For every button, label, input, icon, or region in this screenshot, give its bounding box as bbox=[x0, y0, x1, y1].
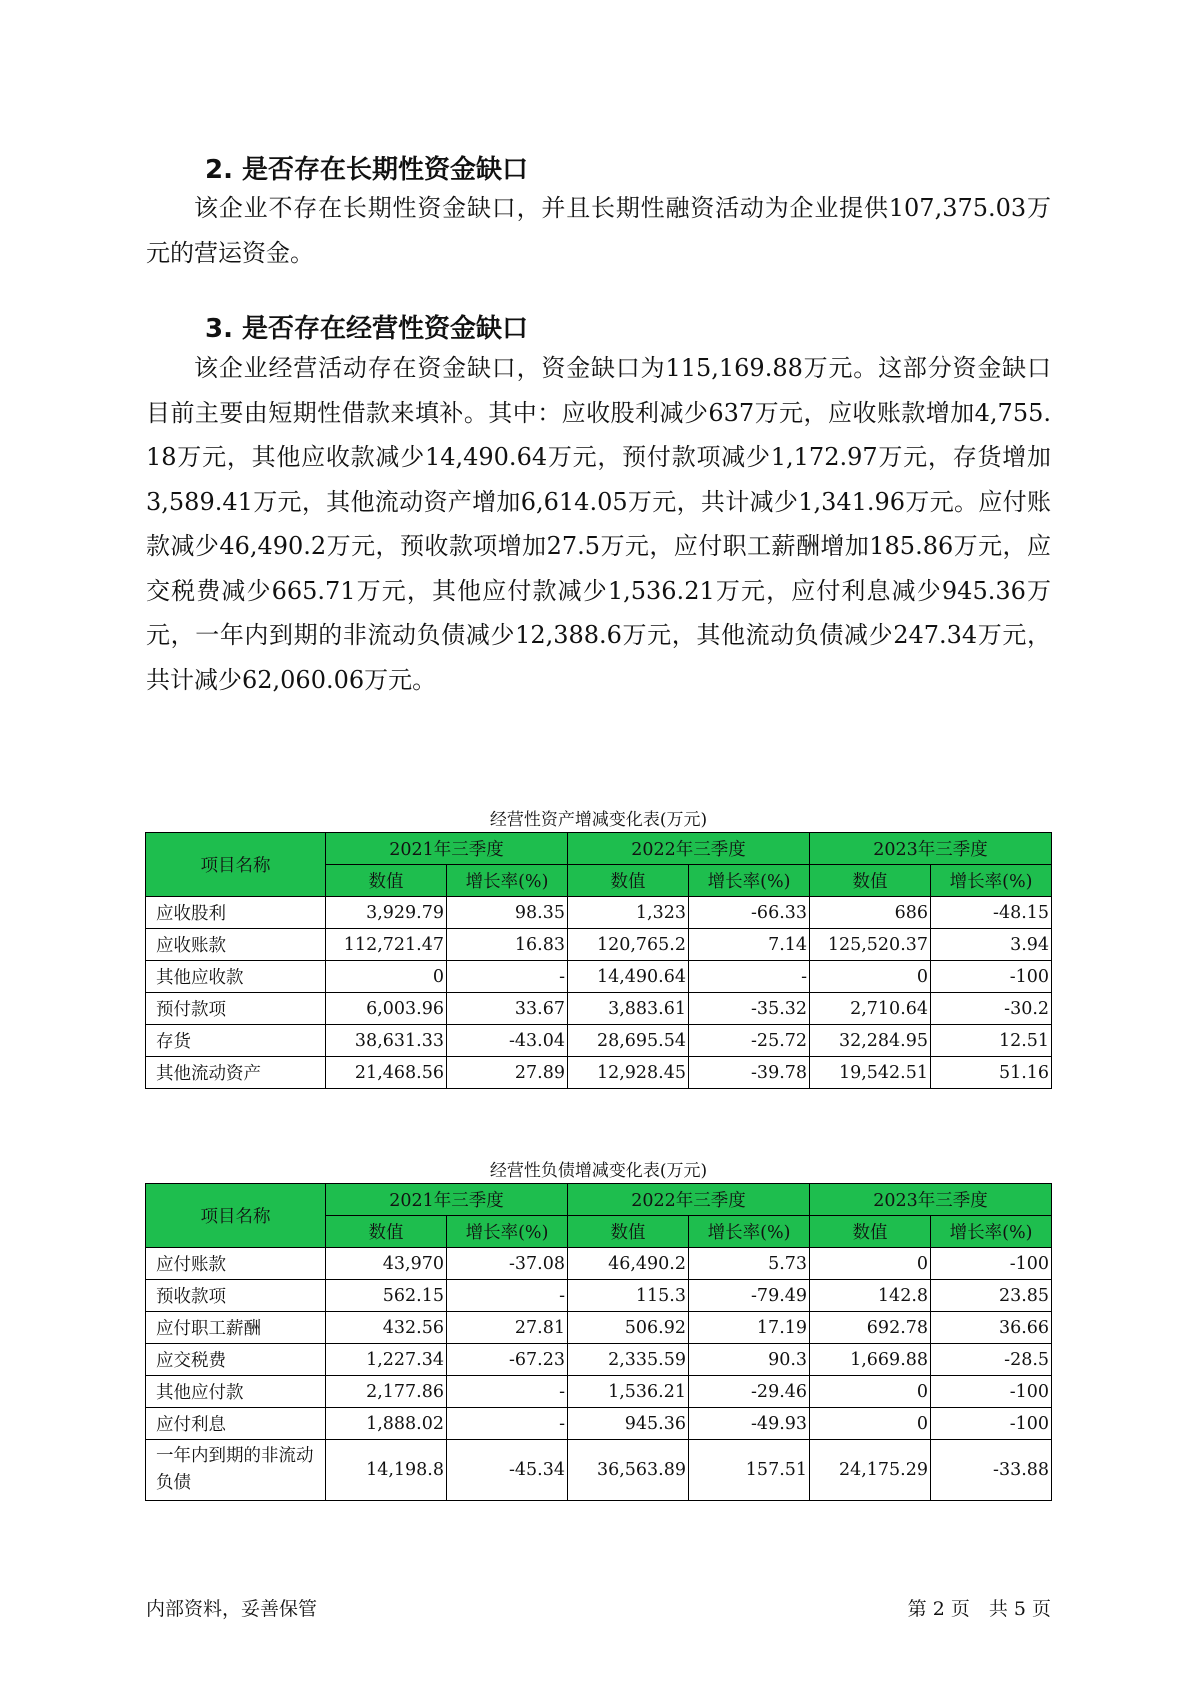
cell-value: 0 bbox=[810, 1376, 931, 1408]
table-row bbox=[146, 1312, 1052, 1344]
cell-growth-rate: 23.85 bbox=[931, 1280, 1052, 1312]
row-item-name: 应付职工薪酬 bbox=[146, 1312, 326, 1344]
cell-value: 2,177.86 bbox=[326, 1376, 447, 1408]
header-growth-rate: 增长率(%) bbox=[447, 1216, 568, 1248]
header-growth-rate: 增长率(%) bbox=[931, 865, 1052, 897]
cell-growth-rate: -48.15 bbox=[931, 897, 1052, 929]
cell-value: 692.78 bbox=[810, 1312, 931, 1344]
cell-value: 112,721.47 bbox=[326, 929, 447, 961]
liabilities-table-body bbox=[146, 1248, 1052, 1501]
header-item-name: 项目名称 bbox=[146, 1184, 326, 1248]
cell-growth-rate: -25.72 bbox=[689, 1025, 810, 1057]
cell-value: 3,883.61 bbox=[568, 993, 689, 1025]
cell-value: 1,669.88 bbox=[810, 1344, 931, 1376]
cell-value: 14,198.8 bbox=[326, 1440, 447, 1501]
table-row bbox=[146, 1408, 1052, 1440]
table-row bbox=[146, 1376, 1052, 1408]
row-item-name: 存货 bbox=[146, 1025, 326, 1057]
cell-growth-rate: 17.19 bbox=[689, 1312, 810, 1344]
cell-growth-rate: -66.33 bbox=[689, 897, 810, 929]
table-caption-assets: 经营性资产增减变化表(万元) bbox=[489, 810, 708, 830]
cell-value: 1,227.34 bbox=[326, 1344, 447, 1376]
cell-growth-rate: 90.3 bbox=[689, 1344, 810, 1376]
row-item-name: 应收股利 bbox=[146, 897, 326, 929]
header-value: 数值 bbox=[568, 1216, 689, 1248]
liabilities-table bbox=[145, 1183, 1052, 1501]
header-value: 数值 bbox=[810, 1216, 931, 1248]
footer-page-number: 第 2 页 共 5 页 bbox=[907, 1598, 1051, 1620]
cell-value: 1,536.21 bbox=[568, 1376, 689, 1408]
table-row bbox=[146, 993, 1052, 1025]
header-period-2023: 2023年三季度 bbox=[810, 833, 1052, 865]
header-value: 数值 bbox=[326, 865, 447, 897]
section-paragraph-operating: 该企业经营活动存在资金缺口，资金缺口为115,169.88万元。这部分资金缺口目前主要由短期性借款来填补。其中：应收股利减少637万元，应收账款增加4,755.18万元，其他应收款减少14,490.64万元，预付款项减少1,172.97万元，存货增加3,589.41万元，其他流动资产增加6,614.05万元，共计减少1,341.96万元。应付账款减少46,490.2万元，预收款项增加27.5万元，应付职工薪酬增加185.86万元，应交税费减少665.71万元，其他应付款减少1,536.21万元，应付利息减少945.36万元，一年内到期的非流动负债减少12,388.6万元，其他流动负债减少247.34万元，共计减少62,060.06万元。 bbox=[146, 354, 1051, 694]
cell-value: 142.8 bbox=[810, 1280, 931, 1312]
cell-growth-rate: -37.08 bbox=[447, 1248, 568, 1280]
header-value: 数值 bbox=[810, 865, 931, 897]
cell-value: 432.56 bbox=[326, 1312, 447, 1344]
cell-growth-rate: - bbox=[447, 1408, 568, 1440]
cell-value: 1,323 bbox=[568, 897, 689, 929]
cell-growth-rate: 157.51 bbox=[689, 1440, 810, 1501]
cell-value: 0 bbox=[810, 1248, 931, 1280]
header-period-2021: 2021年三季度 bbox=[326, 833, 568, 865]
cell-value: 0 bbox=[810, 961, 931, 993]
cell-growth-rate: -33.88 bbox=[931, 1440, 1052, 1501]
cell-value: 43,970 bbox=[326, 1248, 447, 1280]
cell-growth-rate: 16.83 bbox=[447, 929, 568, 961]
cell-growth-rate: -79.49 bbox=[689, 1280, 810, 1312]
assets-table-body bbox=[146, 897, 1052, 1089]
row-item-name: 应付利息 bbox=[146, 1408, 326, 1440]
cell-growth-rate: -100 bbox=[931, 1408, 1052, 1440]
row-item-name: 一年内到期的非流动负债 bbox=[146, 1440, 326, 1501]
cell-value: 506.92 bbox=[568, 1312, 689, 1344]
cell-growth-rate: - bbox=[447, 961, 568, 993]
cell-growth-rate: -39.78 bbox=[689, 1057, 810, 1089]
cell-growth-rate: 12.51 bbox=[931, 1025, 1052, 1057]
cell-value: 115.3 bbox=[568, 1280, 689, 1312]
cell-growth-rate: 27.89 bbox=[447, 1057, 568, 1089]
table-row bbox=[146, 1057, 1052, 1089]
cell-value: 12,928.45 bbox=[568, 1057, 689, 1089]
cell-value: 120,765.2 bbox=[568, 929, 689, 961]
row-item-name: 其他应收款 bbox=[146, 961, 326, 993]
footer-confidential-note: 内部资料，妥善保管 bbox=[146, 1598, 318, 1620]
row-item-name: 预付款项 bbox=[146, 993, 326, 1025]
header-value: 数值 bbox=[326, 1216, 447, 1248]
cell-growth-rate: - bbox=[689, 961, 810, 993]
table-row bbox=[146, 897, 1052, 929]
assets-table bbox=[145, 832, 1052, 1089]
cell-value: 38,631.33 bbox=[326, 1025, 447, 1057]
header-period-2022: 2022年三季度 bbox=[568, 833, 810, 865]
cell-growth-rate: -29.46 bbox=[689, 1376, 810, 1408]
cell-growth-rate: -35.32 bbox=[689, 993, 810, 1025]
header-period-2023: 2023年三季度 bbox=[810, 1184, 1052, 1216]
row-item-name: 其他应付款 bbox=[146, 1376, 326, 1408]
row-item-name: 应交税费 bbox=[146, 1344, 326, 1376]
cell-value: 21,468.56 bbox=[326, 1057, 447, 1089]
cell-value: 562.15 bbox=[326, 1280, 447, 1312]
cell-growth-rate: -100 bbox=[931, 961, 1052, 993]
cell-growth-rate: - bbox=[447, 1376, 568, 1408]
cell-value: 0 bbox=[326, 961, 447, 993]
cell-growth-rate: -43.04 bbox=[447, 1025, 568, 1057]
table-row bbox=[146, 1025, 1052, 1057]
cell-value: 28,695.54 bbox=[568, 1025, 689, 1057]
cell-growth-rate: 27.81 bbox=[447, 1312, 568, 1344]
header-growth-rate: 增长率(%) bbox=[689, 1216, 810, 1248]
header-growth-rate: 增长率(%) bbox=[931, 1216, 1052, 1248]
cell-value: 125,520.37 bbox=[810, 929, 931, 961]
cell-value: 1,888.02 bbox=[326, 1408, 447, 1440]
cell-value: 6,003.96 bbox=[326, 993, 447, 1025]
table-row bbox=[146, 1248, 1052, 1280]
cell-growth-rate: -30.2 bbox=[931, 993, 1052, 1025]
header-item-name: 项目名称 bbox=[146, 833, 326, 897]
row-item-name: 应付账款 bbox=[146, 1248, 326, 1280]
table-row bbox=[146, 961, 1052, 993]
header-growth-rate: 增长率(%) bbox=[447, 865, 568, 897]
cell-value: 2,335.59 bbox=[568, 1344, 689, 1376]
cell-value: 19,542.51 bbox=[810, 1057, 931, 1089]
cell-growth-rate: 51.16 bbox=[931, 1057, 1052, 1089]
table-row bbox=[146, 1440, 1052, 1501]
cell-value: 14,490.64 bbox=[568, 961, 689, 993]
row-item-name: 预收款项 bbox=[146, 1280, 326, 1312]
header-growth-rate: 增长率(%) bbox=[689, 865, 810, 897]
section-paragraph-long-term: 该企业不存在长期性资金缺口，并且长期性融资活动为企业提供107,375.03万元的营运资金。 bbox=[146, 194, 1051, 267]
cell-growth-rate: - bbox=[447, 1280, 568, 1312]
cell-value: 0 bbox=[810, 1408, 931, 1440]
cell-growth-rate: -100 bbox=[931, 1248, 1052, 1280]
row-item-name: 应收账款 bbox=[146, 929, 326, 961]
cell-growth-rate: -28.5 bbox=[931, 1344, 1052, 1376]
section-heading-operating: 3. 是否存在经营性资金缺口 bbox=[205, 314, 529, 344]
cell-value: 32,284.95 bbox=[810, 1025, 931, 1057]
cell-value: 36,563.89 bbox=[568, 1440, 689, 1501]
table-row bbox=[146, 1344, 1052, 1376]
cell-growth-rate: 33.67 bbox=[447, 993, 568, 1025]
cell-growth-rate: 5.73 bbox=[689, 1248, 810, 1280]
cell-growth-rate: 98.35 bbox=[447, 897, 568, 929]
cell-value: 2,710.64 bbox=[810, 993, 931, 1025]
cell-growth-rate: 7.14 bbox=[689, 929, 810, 961]
cell-value: 46,490.2 bbox=[568, 1248, 689, 1280]
cell-growth-rate: -49.93 bbox=[689, 1408, 810, 1440]
table-caption-liabilities: 经营性负债增减变化表(万元) bbox=[489, 1161, 708, 1181]
header-period-2022: 2022年三季度 bbox=[568, 1184, 810, 1216]
cell-value: 686 bbox=[810, 897, 931, 929]
cell-growth-rate: 36.66 bbox=[931, 1312, 1052, 1344]
header-period-2021: 2021年三季度 bbox=[326, 1184, 568, 1216]
cell-growth-rate: -100 bbox=[931, 1376, 1052, 1408]
table-row bbox=[146, 929, 1052, 961]
cell-growth-rate: 3.94 bbox=[931, 929, 1052, 961]
cell-growth-rate: -67.23 bbox=[447, 1344, 568, 1376]
header-value: 数值 bbox=[568, 865, 689, 897]
section-heading-long-term: 2. 是否存在长期性资金缺口 bbox=[205, 155, 529, 185]
cell-value: 945.36 bbox=[568, 1408, 689, 1440]
cell-value: 3,929.79 bbox=[326, 897, 447, 929]
cell-growth-rate: -45.34 bbox=[447, 1440, 568, 1501]
table-row bbox=[146, 1280, 1052, 1312]
row-item-name: 其他流动资产 bbox=[146, 1057, 326, 1089]
cell-value: 24,175.29 bbox=[810, 1440, 931, 1501]
